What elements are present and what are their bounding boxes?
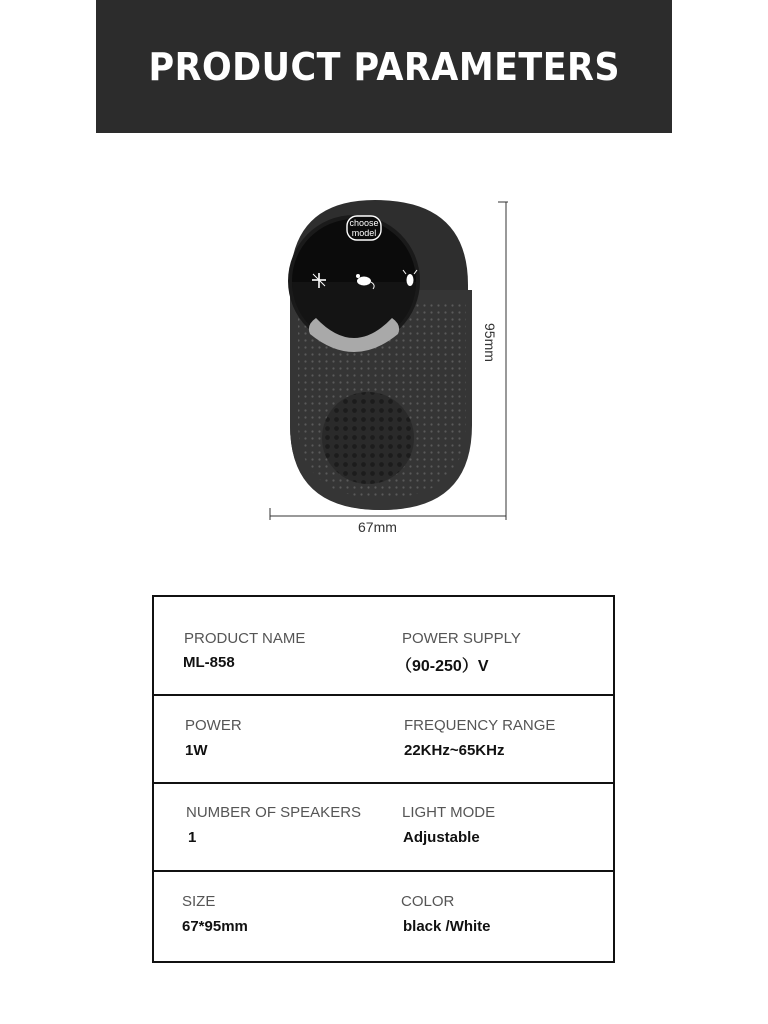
power-supply-label: POWER SUPPLY [402, 630, 521, 647]
model-text: model [351, 228, 377, 238]
color-label: COLOR [401, 893, 455, 910]
parameters-table [152, 595, 615, 963]
size-value: 67*95mm [182, 918, 248, 935]
product-figure [260, 190, 530, 540]
frequency-range-value: 22KHz~65KHz [404, 742, 505, 759]
choose-model-icon [347, 216, 381, 240]
height-dimension-label: 95mm [482, 323, 498, 362]
frequency-range-label: FREQUENCY RANGE [404, 717, 556, 734]
width-dimension-label: 67mm [358, 519, 397, 535]
table-row [154, 782, 613, 870]
device-illustration [260, 190, 530, 540]
choose-text: choose [349, 218, 379, 228]
product-name-value: ML-858 [183, 654, 235, 671]
header-banner [96, 0, 672, 133]
light-mode-label: LIGHT MODE [402, 804, 496, 821]
power-value: 1W [185, 742, 208, 759]
power-label: POWER [185, 717, 242, 734]
table-row [154, 597, 613, 695]
power-supply-value: （90-250）V [396, 658, 489, 675]
color-value: black /White [403, 918, 491, 935]
speakers-value: 1 [188, 829, 197, 846]
table-row [154, 694, 613, 782]
light-mode-value: Adjustable [403, 829, 480, 846]
page-title: PRODUCT PARAMETERS [148, 44, 620, 89]
size-label: SIZE [182, 893, 216, 910]
speakers-label: NUMBER OF SPEAKERS [186, 804, 362, 821]
table-row [154, 870, 613, 961]
product-name-label: PRODUCT NAME [184, 630, 306, 647]
